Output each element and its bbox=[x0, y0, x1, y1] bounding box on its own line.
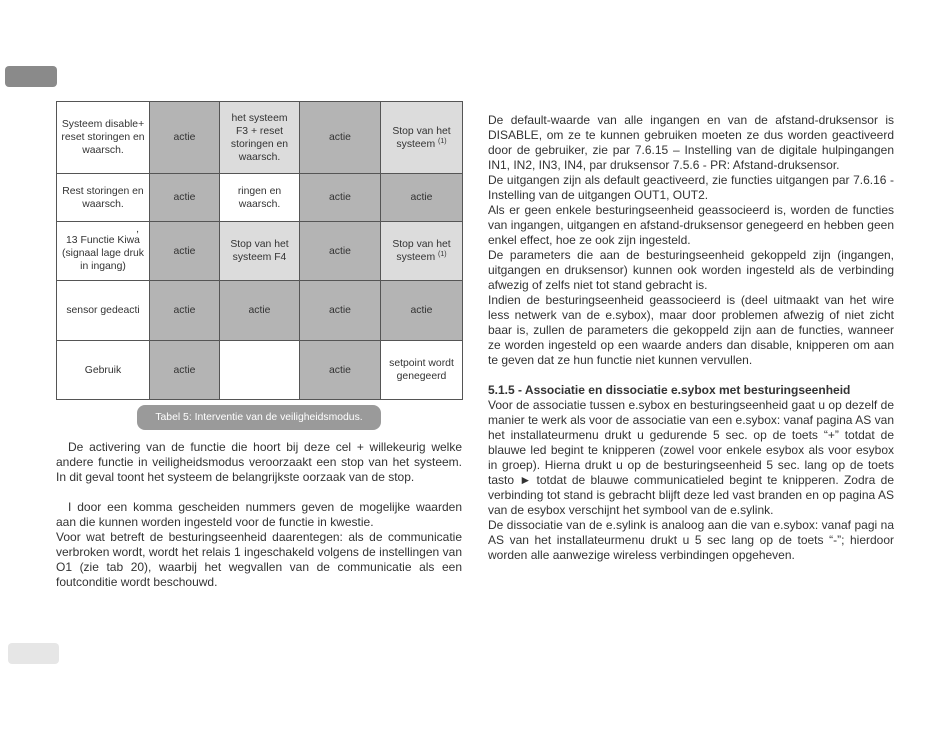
safety-mode-table bbox=[56, 101, 463, 400]
table-row bbox=[57, 281, 463, 341]
table-cell: actie bbox=[381, 281, 463, 341]
page-tab-marker bbox=[5, 66, 57, 87]
table-cell: actie bbox=[150, 222, 220, 281]
table-cell: actie bbox=[220, 281, 300, 341]
table-cell bbox=[220, 341, 300, 400]
table-cell: actie bbox=[300, 102, 381, 174]
table-cell: actie bbox=[150, 281, 220, 341]
table-cell: Rest storingen en waarsch. bbox=[57, 174, 150, 222]
paragraph: Indien de besturingseenheid geassocieerd is (deel uitmaakt van het wire less netwerk van de e.sybox), maar door problemen afwezig of niet zicht baar is, zullen de parameters die gekoppeld zijn aan de functies, wanneer ze worden ingesteld op een waarde anders dan disable, knipperen om aan te geven dat ze hun functie niet kunnen vervullen. bbox=[488, 293, 894, 367]
table-row bbox=[57, 174, 463, 222]
table-caption: Tabel 5: Interventie van de veiligheidsmodus. bbox=[137, 405, 381, 430]
page-number-tab bbox=[8, 643, 59, 664]
table-cell: actie bbox=[300, 341, 381, 400]
table-row bbox=[57, 222, 463, 281]
table-cell: ringen en waarsch. bbox=[220, 174, 300, 222]
paragraph: De uitgangen zijn als default geactiveerd, zie functies uitgangen par 7.6.16 - Instelling van de uitgangen OUT1, OUT2. bbox=[488, 173, 894, 202]
paragraph: Als er geen enkele besturingseenheid geassocieerd is, worden de functies van ingangen, uitgangen en afstand-druksensor genegeerd en hebben geen enkel effect, hoe ze ook zijn ingesteld. bbox=[488, 203, 894, 247]
table-cell: Systeem disable+ reset storingen en waarsch. bbox=[57, 102, 150, 174]
paragraph: I door een komma gescheiden nummers geven de mogelijke waarden aan die kunnen worden ingesteld voor de functie in kwestie. bbox=[56, 500, 462, 529]
table-cell: actie bbox=[300, 222, 381, 281]
right-column-text bbox=[488, 113, 894, 563]
paragraph: De activering van de functie die hoort bij deze cel + willekeurig welke andere functie in veiligheidsmodus veroorzaakt een stop van het systeem. In dit geval toont het systeem de belangrijkste oorzaak van de stop. bbox=[56, 440, 462, 484]
table-cell: actie bbox=[150, 341, 220, 400]
table-cell: actie bbox=[381, 174, 463, 222]
table-cell: het systeem F3 + reset storingen en waarsch. bbox=[220, 102, 300, 174]
table-cell: Gebruik bbox=[57, 341, 150, 400]
table-row bbox=[57, 102, 463, 174]
table-cell: Stop van het systeem F4 bbox=[220, 222, 300, 281]
paragraph: Voor wat betreft de besturingseenheid daarentegen: als de communicatie verbroken wordt, wordt het relais 1 ingeschakeld volgens de instellingen van O1 (zie tab 20), waarbij het wegvallen van de communicatie als een foutconditie wordt beschouwd. bbox=[56, 530, 462, 589]
paragraph: De default-waarde van alle ingangen en van de afstand-druksensor is DISABLE, om ze te kunnen gebruiken moeten ze dus worden geactiveerd door de gebruiker, zie par 7.6.15 – Instelling van de digitale hulpingangen IN1, IN2, IN3, IN4, par druksensor 7.5.6 - PR: Afstand-druksensor. bbox=[488, 113, 894, 172]
paragraph: Voor de associatie tussen e.sybox en besturingseenheid gaat u op dezelf de manier te werk als voor de associatie van een e.sybox: vanaf pagina AS van het installateurmenu drukt u gedurende 5 sec. op de toets “+” totdat de blauwe led begint te knipperen (zowel voor enkele esybox als voor esybox in groep). Hierna drukt u op de besturingseenheid 5 sec. lang op de toets tasto ► totdat de blauwe communicatieled begint te knipperen. Zodra de verbinding tot stand is gebracht blijft deze led vast branden en op pagina AS van de esybox verschijnt het symbool van de e.sylink. bbox=[488, 398, 894, 517]
table-cell: Stop van het systeem $^{(1)}$ bbox=[381, 222, 463, 281]
table-cell: actie bbox=[150, 174, 220, 222]
section-heading: 5.1.5 - Associatie en dissociatie e.sybox met besturingseenheid bbox=[488, 383, 851, 397]
table-row bbox=[57, 341, 463, 400]
table-cell: actie bbox=[300, 174, 381, 222]
table-cell: , 13 Functie Kiwa (signaal lage druk in ingang) bbox=[57, 222, 150, 281]
table-cell: actie bbox=[150, 102, 220, 174]
table-cell: Stop van het systeem $^{(1)}$ bbox=[381, 102, 463, 174]
paragraph: De dissociatie van de e.sylink is analoog aan die van e.sybox: vanaf pagi na AS van het installateurmenu drukt u 5 sec lang op de toets “-”; hierdoor worden alle aanwezige wireless verbindingen opgeheven. bbox=[488, 518, 894, 562]
table-cell: actie bbox=[300, 281, 381, 341]
table-cell: sensor gedeacti bbox=[57, 281, 150, 341]
paragraph: De parameters die aan de besturingseenheid gekoppeld zijn (ingangen, uitgangen en druksensor) kunnen ook worden ingesteld als de verbinding afwezig of zelfs niet tot stand gebracht is. bbox=[488, 248, 894, 292]
left-column-text bbox=[56, 440, 462, 590]
table-cell: setpoint wordt genegeerd bbox=[381, 341, 463, 400]
